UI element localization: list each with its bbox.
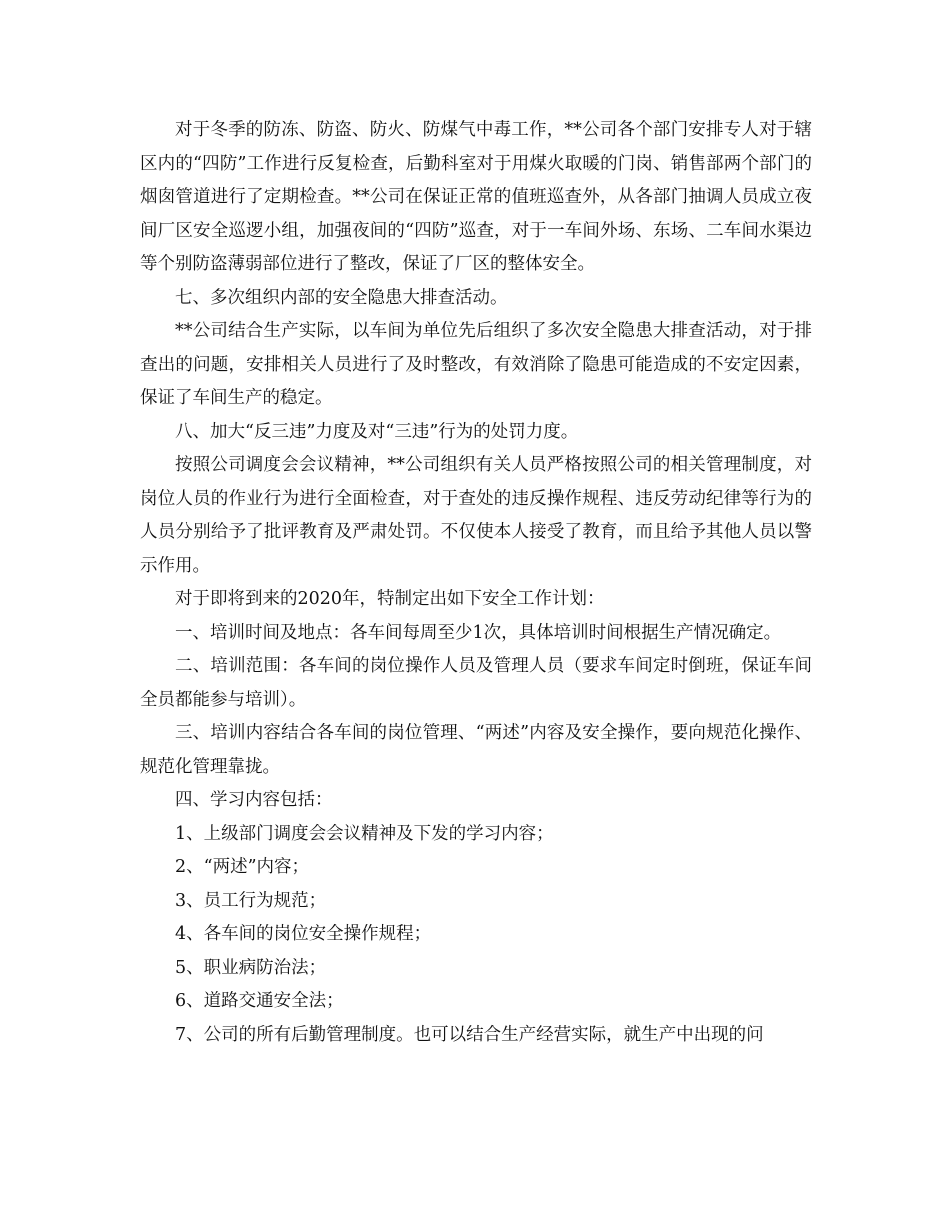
paragraph-plan-intro: 对于即将到来的2020年，特制定出如下安全工作计划： bbox=[175, 589, 605, 609]
study-list-item: 7、公司的所有后勤管理制度。也可以结合生产经营实际，就生产中出现的问 bbox=[175, 1024, 764, 1045]
heading-section-7: 七、多次组织内部的安全隐患大排查活动。 bbox=[175, 287, 508, 308]
study-list-item: 3、员工行为规范； bbox=[175, 890, 327, 911]
plan-item-training-content: 三、培训内容结合各车间的岗位管理、“两述”内容及安全操作，要向规范化操作、规范化管理靠拢。 bbox=[140, 723, 812, 777]
study-list-item: 2、“两述”内容； bbox=[175, 857, 310, 877]
plan-item-training-scope: 二、培训范围：各车间的岗位操作人员及管理人员（要求车间定时倒班，保证车间全员都能参与培训）。 bbox=[140, 656, 812, 710]
paragraph-violation-penalty: 按照公司调度会会议精神，**公司组织有关人员严格按照公司的相关管理制度，对岗位人员的作业行为进行全面检查，对于查处的违反操作规程、违反劳动纪律等行为的人员分别给予了批评教育及严肃处罚。不仅使本人接受了教育，而且给予其他人员以警示作用。 bbox=[140, 455, 812, 576]
document-page bbox=[140, 114, 812, 1052]
paragraph-winter-safety: 对于冬季的防冻、防盗、防火、防煤气中毒工作，**公司各个部门安排专人对于辖区内的“四防”工作进行反复检查，后勤科室对于用煤火取暖的门岗、销售部两个部门的烟囱管道进行了定期检查。**公司在保证正常的值班巡查外，从各部门抽调人员成立夜间厂区安全巡逻小组，加强夜间的“四防”巡查，对于一车间外场、东场、二车间水渠边等个别防盗薄弱部位进行了整改，保证了厂区的整体安全。 bbox=[140, 120, 812, 274]
paragraph-hazard-inspection: **公司结合生产实际，以车间为单位先后组织了多次安全隐患大排查活动，对于排查出的问题，安排相关人员进行了及时整改，有效消除了隐患可能造成的不安定因素，保证了车间生产的稳定。 bbox=[140, 321, 812, 408]
plan-item-training-time: 一、培训时间及地点：各车间每周至少1次，具体培训时间根据生产情况确定。 bbox=[175, 622, 782, 643]
study-list-item: 6、道路交通安全法； bbox=[175, 991, 344, 1011]
study-list-item: 4、各车间的岗位安全操作规程； bbox=[175, 924, 432, 944]
study-list-item: 1、上级部门调度会会议精神及下发的学习内容； bbox=[175, 823, 554, 844]
heading-section-8: 八、加大“反三违”力度及对“三违”行为的处罚力度。 bbox=[175, 421, 579, 442]
study-list-item: 5、职业病防治法； bbox=[175, 957, 327, 978]
plan-item-study-content: 四、学习内容包括： bbox=[175, 790, 333, 810]
